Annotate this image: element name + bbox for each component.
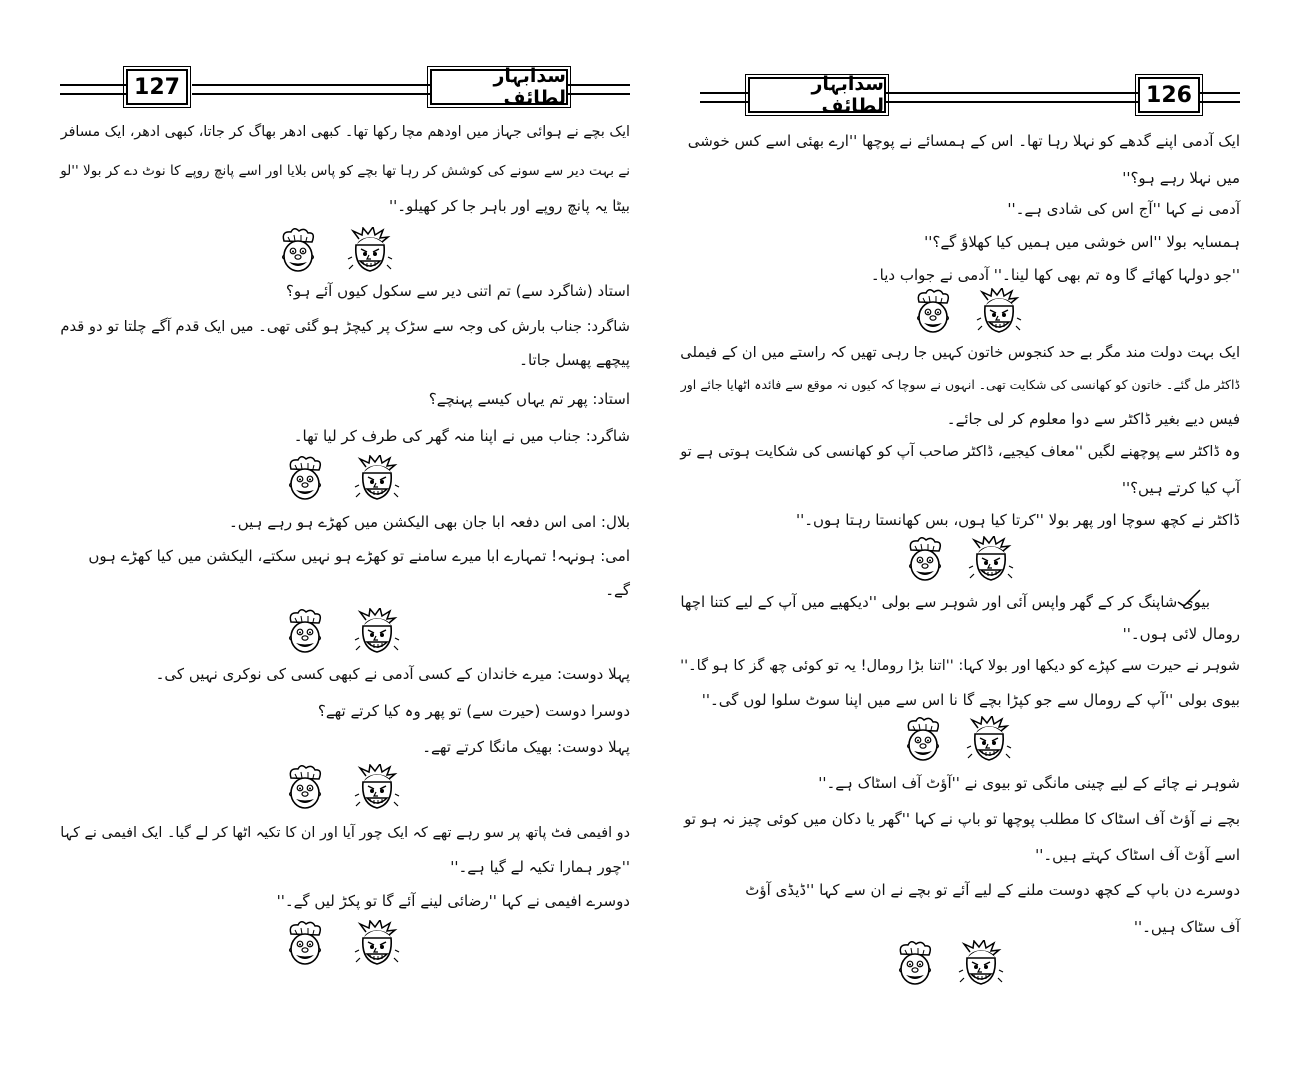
chef-face-icon <box>900 716 946 764</box>
text-line: ڈاکٹر نے کچھ سوچا اور پھر بولا ''کرتا کیا ہوں، بس کھانستا رہتا ہوں۔'' <box>795 511 1240 529</box>
crazy-face-icon <box>966 716 1012 764</box>
text-line: ایک بہت دولت مند مگر بے حد کنجوس خاتون کہیں جا رہی تھیں کہ راستے میں ان کے فیملی <box>680 344 1240 361</box>
chef-face-icon <box>892 940 938 988</box>
text-line: گے۔ <box>605 581 630 599</box>
text-line: دوسرے افیمی نے کہا ''رضائی لینے آئے گا تو پکڑ لیں گے۔'' <box>276 892 630 910</box>
chef-face-icon <box>910 288 956 336</box>
text-line: دوسرا دوست (حیرت سے) تو پھر وہ کیا کرتے تھے؟ <box>317 702 630 720</box>
text-line: امی: ہونہہ! تمہارے ابا میرے سامنے تو کھڑے ہو نہیں سکتے، الیکشن میں کیا کھڑے ہوں <box>88 547 630 565</box>
joke-separator <box>902 536 1032 584</box>
crazy-face-icon <box>958 940 1004 988</box>
crazy-face-icon <box>354 608 400 656</box>
left-page <box>60 0 630 1080</box>
page-title: سدابہار لطائف <box>430 69 568 105</box>
page-title: سدابہار لطائف <box>748 77 886 113</box>
crazy-face-icon <box>347 227 393 275</box>
text-line: نے بہت دیر سے سونے کی کوشش کر رہا تھا بچے کو پاس بلایا اور اسے پانچ روپے کا نوٹ دے کر بولا ''لو <box>60 163 630 179</box>
chef-face-icon <box>275 227 321 275</box>
text-line: میں نہلا رہے ہو؟'' <box>1122 169 1240 187</box>
text-line: پیچھے پھسل جاتا۔ <box>519 351 630 369</box>
text-line: پہلا دوست: بھیک مانگا کرتے تھے۔ <box>422 738 630 756</box>
joke-separator <box>892 940 1022 988</box>
text-line: آف سٹاک ہیں۔'' <box>1133 918 1240 936</box>
page-header <box>60 64 630 114</box>
crazy-face-icon <box>354 455 400 503</box>
text-line: دو افیمی فٹ پاتھ پر سو رہے تھے کہ ایک چور آیا اور ان کا تکیہ اٹھا کر لے گیا۔ ایک افیمی نے کہا <box>60 825 630 841</box>
header-rule <box>700 92 748 103</box>
chef-face-icon <box>282 608 328 656</box>
text-line: استاد: پھر تم یہاں کیسے پہنچے؟ <box>428 390 630 408</box>
text-line: ایک آدمی اپنے گدھے کو نہلا رہا تھا۔ اس کے ہمسائے نے پوچھا ''ارے بھئی اسے کس خوشی <box>687 132 1240 150</box>
page-number: 127 <box>126 69 188 105</box>
text-line: بیوی بولی ''آپ کے رومال سے جو کپڑا بچے گا نا اس سے میں اپنا سوٹ سلوا لوں گی۔'' <box>701 691 1240 709</box>
text-line: بلال: امی اس دفعہ ابا جان بھی الیکشن میں کھڑے ہو رہے ہیں۔ <box>228 513 630 531</box>
joke-separator <box>900 716 1030 764</box>
right-page <box>680 0 1240 1080</box>
joke-separator <box>282 455 412 503</box>
header-rule <box>192 84 430 95</box>
joke-separator <box>282 920 412 968</box>
page-number: 126 <box>1138 77 1200 113</box>
text-line: بیٹا یہ پانچ روپے اور باہر جا کر کھیلو۔'' <box>388 197 630 215</box>
text-line: رومال لائی ہوں۔'' <box>1122 625 1240 643</box>
text-line: ہمسایہ بولا ''اس خوشی میں ہمیں کیا کھلاؤ گے؟'' <box>924 233 1240 251</box>
text-line: وہ ڈاکٹر سے پوچھنے لگیں ''معاف کیجیے، ڈاکٹر صاحب آپ کو کھانسی کی شکایت ہوتی ہے تو <box>680 444 1240 460</box>
joke-separator <box>282 608 412 656</box>
text-line: پہلا دوست: میرے خاندان کے کسی آدمی نے کبھی کسی کی نوکری نہیں کی۔ <box>155 665 630 683</box>
header-rule <box>1200 92 1240 103</box>
chef-face-icon <box>902 536 948 584</box>
text-line: شاگرد: جناب بارش کی وجہ سے سڑک پر کیچڑ ہو گئی تھی۔ میں ایک قدم آگے چلتا تو دو قدم <box>60 318 630 335</box>
crazy-face-icon <box>354 920 400 968</box>
page-header <box>680 72 1240 122</box>
text-line: آدمی نے کہا ''آج اس کی شادی ہے۔'' <box>1007 200 1240 218</box>
text-line: آپ کیا کرتے ہیں؟'' <box>1121 479 1240 497</box>
text-line: دوسرے دن باپ کے کچھ دوست ملنے کے لیے آئے تو بچے نے ان سے کہا ''ڈیڈی آؤٹ <box>745 881 1240 899</box>
header-rule <box>886 92 1138 103</box>
header-rule <box>60 84 130 95</box>
joke-separator <box>910 288 1040 336</box>
text-line: ڈاکٹر مل گئے۔ خاتون کو کھانسی کی شکایت تھی۔ انہوں نے سوچا کہ کیوں نہ موقع سے فائدہ اٹھایا جائے اور <box>680 377 1240 392</box>
text-line: ''جو دولہا کھائے گا وہ تم بھی کھا لینا۔'' آدمی نے جواب دیا۔ <box>870 266 1240 284</box>
crazy-face-icon <box>354 764 400 812</box>
text-line: شاگرد: جناب میں نے اپنا منہ گھر کی طرف کر لیا تھا۔ <box>293 427 630 445</box>
chef-face-icon <box>282 764 328 812</box>
joke-separator <box>282 764 412 812</box>
text-line: فیس دیے بغیر ڈاکٹر سے دوا معلوم کر لی جائے۔ <box>946 410 1240 428</box>
text-line: شوہر نے حیرت سے کپڑے کو دیکھا اور بولا کہا: ''اتنا بڑا رومال! یہ تو کوئی چھ گز کا ہو گا۔'' <box>680 657 1240 674</box>
text-line: اسے آؤٹ آف اسٹاک کہتے ہیں۔'' <box>1035 846 1240 864</box>
chef-face-icon <box>282 455 328 503</box>
crazy-face-icon <box>976 288 1022 336</box>
header-rule <box>568 84 630 95</box>
text-line: ''چور ہمارا تکیہ لے گیا ہے۔'' <box>450 858 630 876</box>
text-line: بیوی شاپنگ کر کے گھر واپس آئی اور شوہر سے بولی ''دیکھیے میں آپ کے لیے کتنا اچھا <box>680 593 1210 611</box>
text-line: بچے نے آؤٹ آف اسٹاک کا مطلب پوچھا تو باپ نے کہا ''گھر یا دکان میں کوئی چیز نہ ہو تو <box>684 810 1240 828</box>
joke-separator <box>275 227 405 275</box>
text-line: استاد (شاگرد سے) تم اتنی دیر سے سکول کیوں آئے ہو؟ <box>285 282 630 300</box>
text-line: ایک بچے نے ہوائی جہاز میں اودھم مچا رکھا تھا۔ کبھی ادھر بھاگ کر جاتا، کبھی ادھر، ایک مسافر <box>60 124 630 140</box>
text-line: شوہر نے چائے کے لیے چینی مانگی تو بیوی نے ''آؤٹ آف اسٹاک ہے۔'' <box>818 774 1240 792</box>
crazy-face-icon <box>968 536 1014 584</box>
chef-face-icon <box>282 920 328 968</box>
